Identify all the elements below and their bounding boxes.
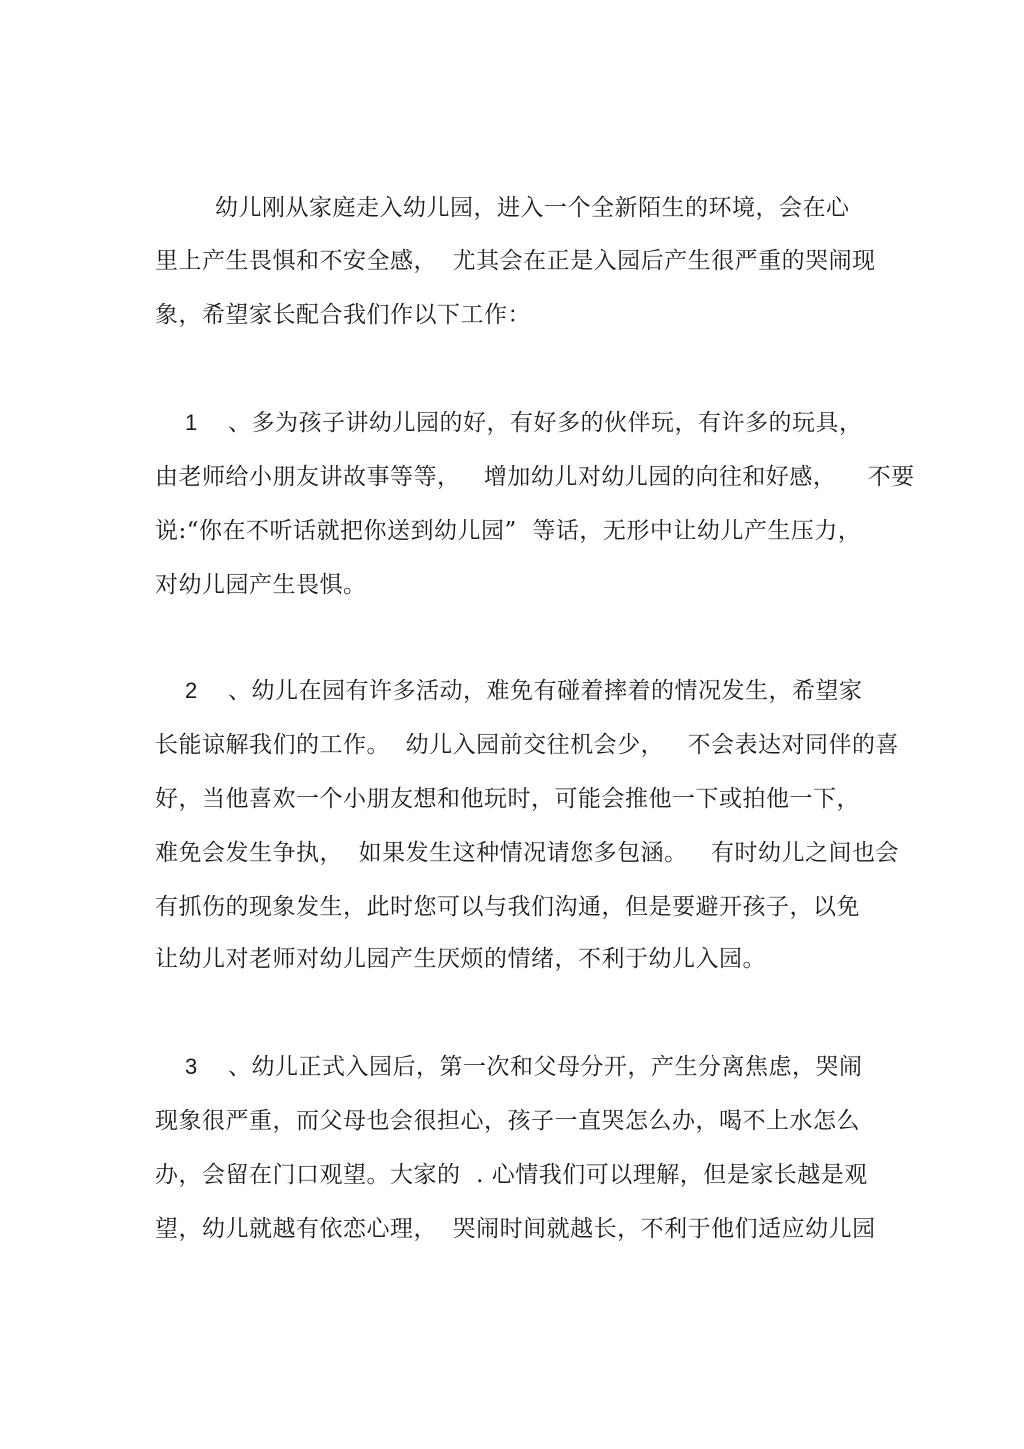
item-1-line-4: 对幼儿园产生畏惧。 — [155, 572, 367, 598]
intro-line-2: 里上产生畏惧和不安全感， 尤其会在正是入园后产生很严重的哭闹现 — [155, 248, 876, 274]
item-2-line-5: 有抓伤的现象发生，此时您可以与我们沟通，但是要避开孩子，以免 — [155, 894, 860, 920]
item-2-line-3: 好，当他喜欢一个小朋友想和他玩时，可能会推他一下或拍他一下， — [155, 786, 860, 812]
item-3-number: 3 — [185, 1054, 198, 1079]
item-3-line-4: 望，幼儿就越有依恋心理， 哭闹时间就越长，不利于他们适应幼儿园 — [155, 1216, 876, 1242]
intro-line-3: 象，希望家长配合我们作以下工作： — [155, 302, 531, 328]
item-3-line-2: 现象很严重，而父母也会很担心，孩子一直哭怎么办，喝不上水怎么 — [155, 1108, 860, 1134]
intro-line-1: 幼儿刚从家庭走入幼儿园，进入一个全新陌生的环境，会在心 — [215, 195, 850, 221]
item-2-number: 2 — [185, 678, 198, 703]
item-2-line-4: 难免会发生争执， 如果发生这种情况请您多包涵。 有时幼儿之间也会 — [155, 840, 900, 866]
item-3-line-1: 、幼儿正式入园后，第一次和父母分开，产生分离焦虑，哭闹 — [228, 1054, 863, 1080]
item-1-line-2: 由老师给小朋友讲故事等等， 增加幼儿对幼儿园的向往和好感， 不要 — [155, 464, 915, 490]
item-1-line-3: 说:“你在不听话就把你送到幼儿园” 等话，无形中让幼儿产生压力， — [155, 518, 862, 544]
item-2-line-6: 让幼儿对老师对幼儿园产生厌烦的情绪，不利于幼儿入园。 — [155, 946, 766, 972]
item-1-line-1: 、多为孩子讲幼儿园的好，有好多的伙伴玩，有许多的玩具， — [228, 410, 863, 436]
item-3-line-3: 办，会留在门口观望。大家的 . 心情我们可以理解，但是家长越是观 — [155, 1162, 868, 1188]
item-1-number: 1 — [185, 410, 198, 435]
item-2-line-2: 长能谅解我们的工作。 幼儿入园前交往机会少， 不会表达对同伴的喜 — [155, 732, 900, 758]
item-2-line-1: 、幼儿在园有许多活动，难免有碰着摔着的情况发生，希望家 — [228, 678, 863, 704]
